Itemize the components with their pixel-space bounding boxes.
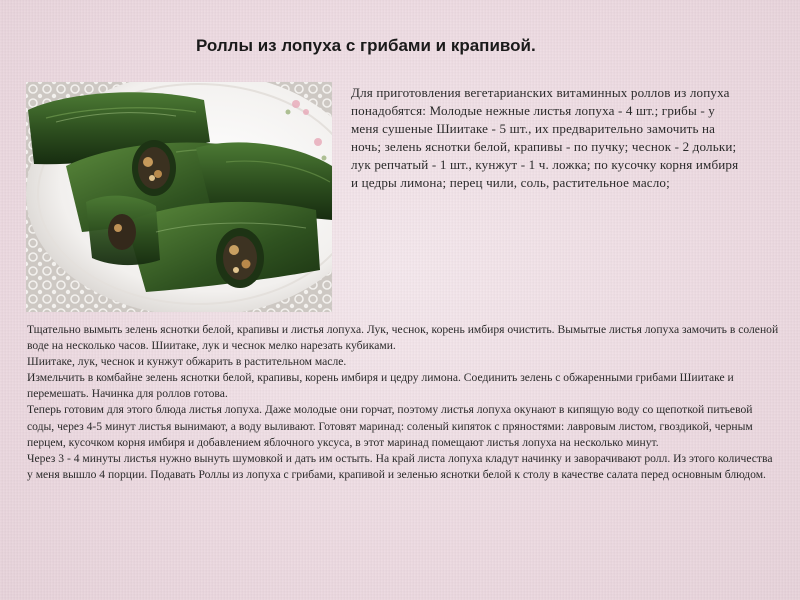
instructions-text <box>27 322 779 483</box>
ingredients-text: Для приготовления вегетарианских витаминных роллов из лопуха понадобятся: Молодые нежные листья лопуха - 4 шт.; грибы - у меня сушеные Шиитаке - 5 шт., их предварительно замочить на ночь; зелень яснотки белой, крапивы - по пучку; чеснок - 2 дольки; лук репчатый - 1 шт., кунжут - 1 ч. ложка; по кусочку корня имбиря и цедры лимона; перец чили, соль, растительное масло; <box>351 85 739 190</box>
food-photo <box>26 82 332 312</box>
instruction-paragraph: Через 3 - 4 минуты листья нужно вынуть шумовкой и дать им остыть. На край листа лопуха кладут начинку и заворачивают ролл. Из этого количества у меня вышло 4 порции. Подавать Роллы из лопуха с грибами, крапивой и зеленью яснотки белой к столу в качестве салата перед основным блюдом. <box>27 451 773 481</box>
instruction-paragraph: Теперь готовим для этого блюда листья лопуха. Даже молодые они горчат, поэтому листья лопуха окунают в кипящую воду со щепоткой питьевой соды, через 4-5 минут листья вынимают, а воду выливают. Готовят маринад: соленый кипяток с пряностями: лавровым листом, гвоздикой, черным перцем, кусочком корня имбиря и добавлением яблочного уксуса, в этот маринад помещают листья лопуха на несколько минут. <box>27 403 753 449</box>
instruction-paragraph: Шиитаке, лук, чеснок и кунжут обжарить в растительном масле. <box>27 355 347 369</box>
slide-title: Роллы из лопуха с грибами и крапивой. <box>196 36 536 55</box>
instruction-paragraph: Измельчить в комбайне зелень яснотки белой, крапивы, корень имбиря и цедру лимона. Соединить зелень с обжаренными грибами Шиитаке и перемешать. Начинка для роллов готова. <box>27 371 734 401</box>
burdock-rolls-image <box>26 82 332 312</box>
instruction-paragraph: Тщательно вымыть зелень яснотки белой, крапивы и листья лопуха. Лук, чеснок, корень имбиря очистить. Вымытые листья лопуха замочить в соленой воде на несколько часов. Шиитаке, лук и чеснок мелко нарезать кубиками. <box>27 323 779 353</box>
